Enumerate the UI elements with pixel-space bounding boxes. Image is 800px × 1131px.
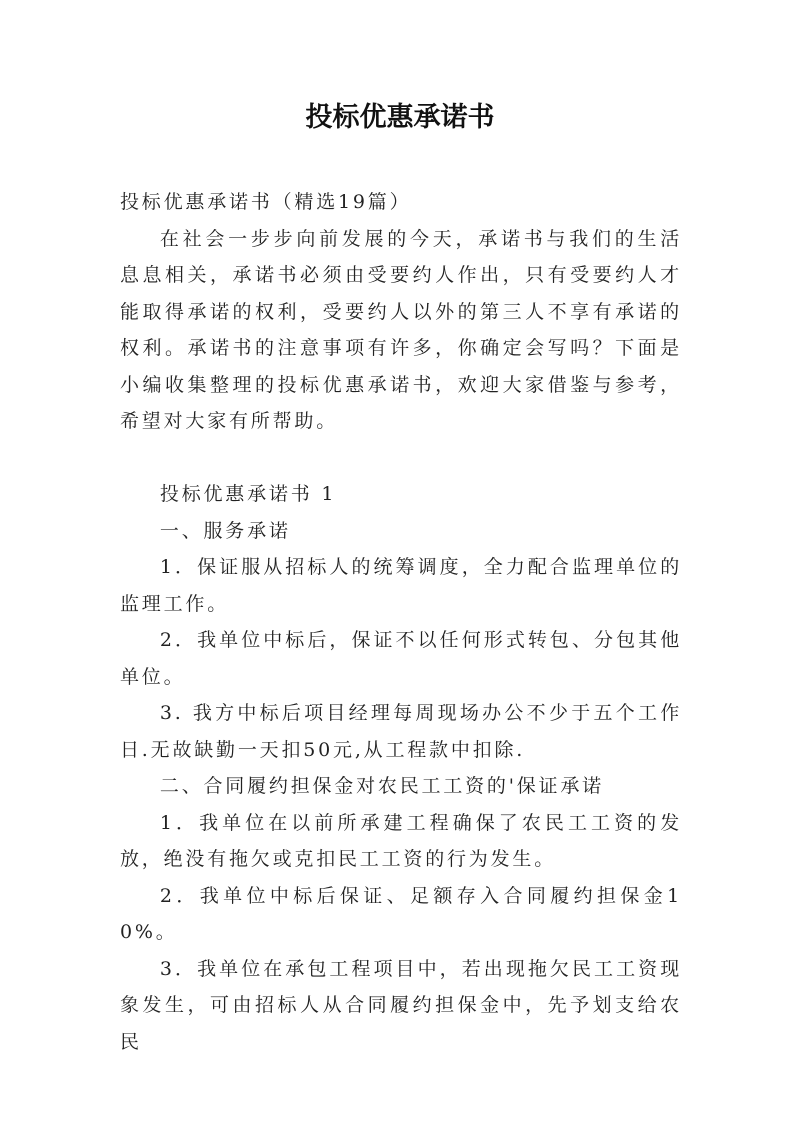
- part2-item-1: 1．我单位在以前所承建工程确保了农民工工资的发放，绝没有拖欠或克扣民工工资的行为发生。: [120, 811, 682, 870]
- document-title: 投标优惠承诺书: [305, 102, 495, 133]
- part1-item-2: 2．我单位中标后，保证不以任何形式转包、分包其他单位。: [120, 629, 682, 688]
- part1-item-3: 3. 我方中标后项目经理每周现场办公不少于五个工作日.无故缺勤一天扣50元,从工程款中扣除.: [120, 702, 682, 761]
- intro-paragraph: 在社会一步步向前发展的今天，承诺书与我们的生活息息相关，承诺书必须由受要约人作出，只有受要约人才能取得承诺的权利，受要约人以外的第三人不享有承诺的权利。承诺书的注意事项有许多，你确定会写吗？下面是小编收集整理的投标优惠承诺书，欢迎大家借鉴与参考，希望对大家有所帮助。: [120, 227, 682, 432]
- part1-item-1: 1．保证服从招标人的统筹调度，全力配合监理单位的监理工作。: [120, 556, 682, 615]
- paragraph-spacer: [120, 440, 682, 477]
- part2-item-2: 2．我单位中标后保证、足额存入合同履约担保金10%。: [120, 884, 682, 943]
- document-body: [120, 184, 682, 1060]
- part2-heading: 二、合同履约担保金对农民工工资的'保证承诺: [159, 775, 604, 797]
- document-subtitle: 投标优惠承诺书（精选19篇）: [120, 191, 412, 213]
- section-title: 投标优惠承诺书 1: [159, 483, 337, 505]
- part1-heading: 一、服务承诺: [159, 519, 291, 542]
- part2-item-3: 3．我单位在承包工程项目中，若出现拖欠民工工资现象发生，可由招标人从合同履约担保金中，先予划支给农民: [120, 957, 682, 1053]
